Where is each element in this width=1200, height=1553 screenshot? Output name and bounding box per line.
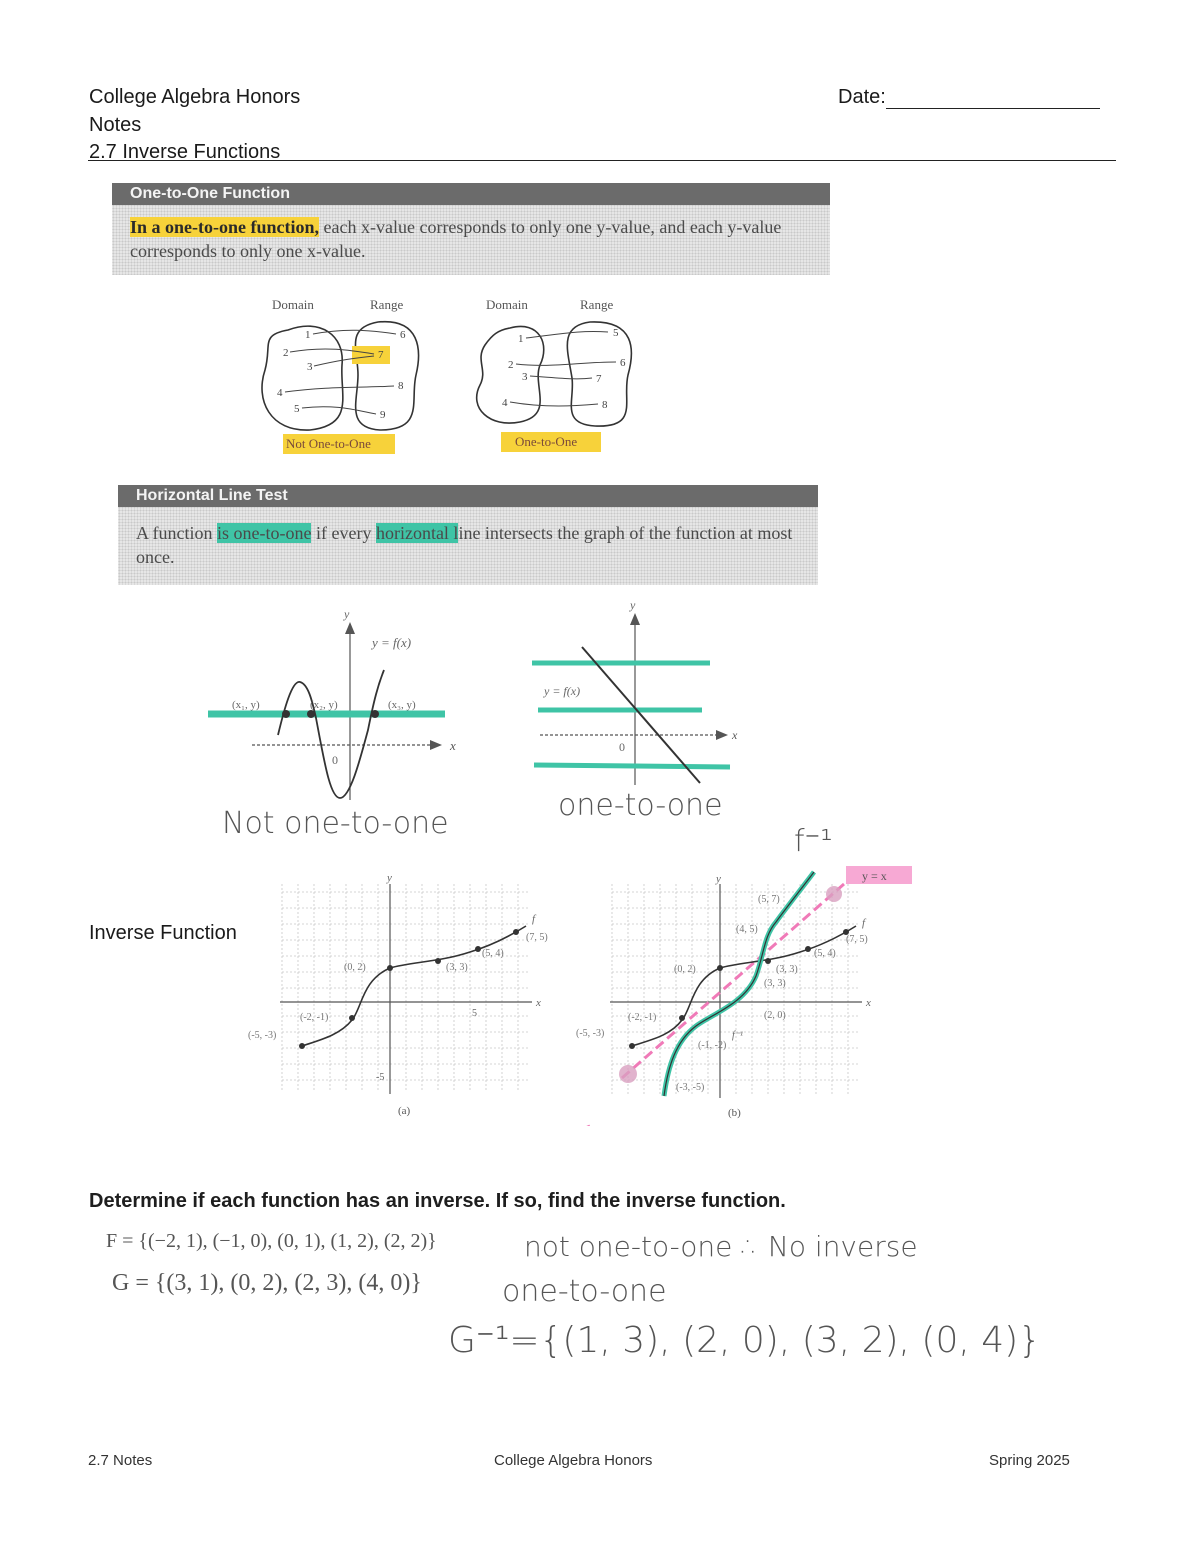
origin-label: 0	[619, 740, 625, 754]
r2-8: 8	[602, 399, 608, 411]
horizontal-line-3	[534, 765, 730, 767]
point-x2	[307, 710, 315, 718]
x-label-a: x	[536, 997, 541, 1009]
caption-b: (b)	[728, 1107, 741, 1119]
one-to-one-definition	[130, 215, 824, 263]
caption-one-to-one: One-to-One	[515, 434, 578, 449]
note-one-to-one: one-to-one	[558, 788, 723, 823]
function-label: y = f(x)	[544, 684, 581, 698]
hlt-heading: Horizontal Line Test	[118, 485, 818, 507]
tick-neg5-a: -5	[376, 1072, 385, 1083]
domain-blob-2	[477, 326, 544, 423]
y-label-b: y	[716, 873, 721, 885]
point-b-f-4	[765, 958, 771, 964]
point-x3	[371, 710, 379, 718]
range-label-2: Range	[580, 297, 614, 312]
yx-start-mark	[619, 1065, 637, 1083]
y-axis-arrow	[345, 622, 355, 634]
y-axis-label: y	[630, 598, 636, 612]
finv-label-b: f⁻¹	[732, 1030, 744, 1041]
label-a-2: (-2, -1)	[300, 1012, 329, 1023]
note-f-inverse: f⁻¹	[794, 824, 833, 859]
caption-a: (a)	[398, 1105, 411, 1117]
date-blank	[886, 88, 1100, 109]
hlt-text-3: ine intersects the graph of the function at most once.	[136, 523, 793, 567]
r2-6: 6	[620, 357, 626, 369]
r2-7: 7	[596, 373, 602, 385]
mapping-diagram-not-one-to-one	[262, 297, 419, 454]
label-x1: (x₁, y)	[232, 699, 260, 711]
y-axis-arrow	[630, 613, 640, 625]
r2-5: 5	[613, 327, 619, 339]
function-label: y = f(x)	[372, 635, 412, 650]
label-b-f-4: (3, 3)	[776, 964, 798, 975]
note-not-one-to-one: Not one-to-one	[222, 806, 449, 841]
inverse-graph-b	[572, 826, 932, 1126]
section-title: 2.7 Inverse Functions	[89, 141, 281, 163]
exercise-G-definition: G = {(3, 1), (0, 2), (2, 3), (4, 0)}	[112, 1270, 422, 1296]
d-4: 4	[277, 387, 283, 399]
point-a-5	[475, 946, 481, 952]
exercise-F-note: not one-to-one ∴ No inverse	[524, 1230, 918, 1263]
r-7: 7	[378, 349, 384, 361]
curve-f-b	[632, 926, 856, 1046]
label-b-finv-1: (-3, -5)	[676, 1082, 705, 1093]
footer-center: College Algebra Honors	[494, 1452, 653, 1469]
r-6: 6	[400, 329, 406, 341]
linear-function	[582, 647, 700, 783]
point-x1	[282, 710, 290, 718]
grid-b	[612, 884, 858, 1096]
curve-f-inverse-highlight	[664, 872, 814, 1096]
label-a-6: (7, 5)	[526, 932, 548, 943]
exercise-prompt: Determine if each function has an inverse. If so, find the inverse function.	[89, 1190, 786, 1212]
x-axis-label: x	[450, 738, 456, 753]
footer-right: Spring 2025	[989, 1452, 1070, 1469]
label-a-1: (-5, -3)	[248, 1030, 277, 1041]
one-to-one-definition-text: each x-value corresponds to only one y-value, and each y-value corresponds to only one x-value.	[130, 217, 782, 261]
tick-5-a: 5	[472, 1008, 477, 1019]
y-axis-label: y	[344, 607, 350, 621]
x-axis-label: x	[732, 728, 738, 742]
point-b-f-1	[629, 1043, 635, 1049]
point-a-4	[435, 958, 441, 964]
exercise-F-definition: F = {(−2, 1), (−1, 0), (0, 1), (1, 2), (2, 2)}	[106, 1230, 437, 1252]
y-label-a: y	[387, 872, 392, 884]
mapping-diagrams	[250, 290, 650, 460]
point-a-3	[387, 965, 393, 971]
exercise-G-inverse: G⁻¹={(1, 3), (2, 0), (3, 2), (0, 4)}	[448, 1320, 1042, 1361]
d2-4: 4	[502, 397, 508, 409]
yx-end-mark	[826, 886, 842, 902]
label-b-finv-5: (4, 5)	[736, 924, 758, 935]
range-blob	[355, 322, 418, 430]
point-b-f-5	[805, 946, 811, 952]
title-underline	[88, 160, 1116, 161]
function-curve	[278, 670, 384, 798]
domain-label: Domain	[272, 297, 314, 312]
label-b-f-5: (5, 4)	[814, 948, 836, 959]
f-label-a: f	[532, 913, 536, 925]
d-3: 3	[307, 361, 313, 373]
x-label-b: x	[866, 997, 871, 1009]
label-b-f-3: (0, 2)	[674, 964, 696, 975]
label-b-finv-3: (2, 0)	[764, 1010, 786, 1021]
one-to-one-heading: One-to-One Function	[112, 183, 830, 205]
origin-label: 0	[332, 753, 338, 767]
point-b-f-2	[679, 1015, 685, 1021]
x-axis-arrow	[430, 740, 442, 750]
inverse-function-label: Inverse Function	[89, 922, 237, 944]
label-a-5: (5, 4)	[482, 948, 504, 959]
r-8: 8	[398, 380, 404, 392]
hlt-graph-not-one-to-one	[200, 600, 500, 840]
label-b-finv-4: (3, 3)	[764, 978, 786, 989]
label-a-4: (3, 3)	[446, 962, 468, 973]
d-1: 1	[305, 329, 311, 341]
mapping-arrows-right	[510, 331, 616, 406]
label-x2: (x₂, y)	[310, 699, 338, 711]
label-a-3: (0, 2)	[344, 962, 366, 973]
hlt-highlight-2: horizontal l	[375, 523, 459, 543]
mapping-diagram-one-to-one	[477, 297, 632, 452]
grid-a	[282, 884, 530, 1092]
d-5: 5	[294, 403, 300, 415]
range-label: Range	[370, 297, 404, 312]
hlt-graph-one-to-one	[520, 595, 780, 795]
line-y-equals-x	[622, 884, 844, 1078]
d2-1: 1	[518, 333, 524, 345]
doc-type: Notes	[89, 114, 142, 136]
date-label: Date:	[838, 86, 886, 108]
hlt-text-1: A function	[136, 523, 217, 543]
point-b-f-3	[717, 965, 723, 971]
label-b-finv-2: (-1, -2)	[698, 1040, 727, 1051]
horizontal-line-test-box	[118, 485, 818, 585]
caption-not-one-to-one: Not One-to-One	[286, 436, 371, 451]
hlt-highlight-1: is one-to-one	[217, 523, 312, 543]
hlt-definition	[136, 521, 812, 569]
f-label-b: f	[862, 917, 866, 929]
label-b-f-1: (-5, -3)	[576, 1028, 605, 1039]
label-b-f-2: (-2, -1)	[628, 1012, 657, 1023]
r-9: 9	[380, 409, 386, 421]
hlt-text-2: if every	[311, 523, 376, 543]
curve-f-inverse	[664, 872, 814, 1096]
curve-f-a	[302, 926, 526, 1046]
label-b-finv-6: (5, 7)	[758, 894, 780, 905]
label-b-f-6: (7, 5)	[846, 934, 868, 945]
yx-label: y = x	[862, 869, 887, 883]
domain-label-2: Domain	[486, 297, 528, 312]
point-a-6	[513, 929, 519, 935]
exercise-G-note: one-to-one	[502, 1274, 667, 1309]
one-to-one-definition-box	[112, 183, 830, 275]
inverse-graph-a	[240, 870, 570, 1120]
d2-2: 2	[508, 359, 514, 371]
mapping-arrows-left	[285, 330, 396, 414]
date-field	[838, 86, 1100, 109]
highlight-7	[352, 346, 390, 364]
footer-left: 2.7 Notes	[88, 1452, 153, 1469]
d2-3: 3	[522, 371, 528, 383]
x-axis-arrow	[716, 730, 728, 740]
point-a-2	[349, 1015, 355, 1021]
domain-blob	[262, 326, 343, 430]
one-to-one-term: In a one-to-one function,	[130, 217, 320, 237]
point-a-1	[299, 1043, 305, 1049]
course-name: College Algebra Honors	[89, 86, 301, 108]
label-x3: (x₃, y)	[388, 699, 416, 711]
d-2: 2	[283, 347, 289, 359]
